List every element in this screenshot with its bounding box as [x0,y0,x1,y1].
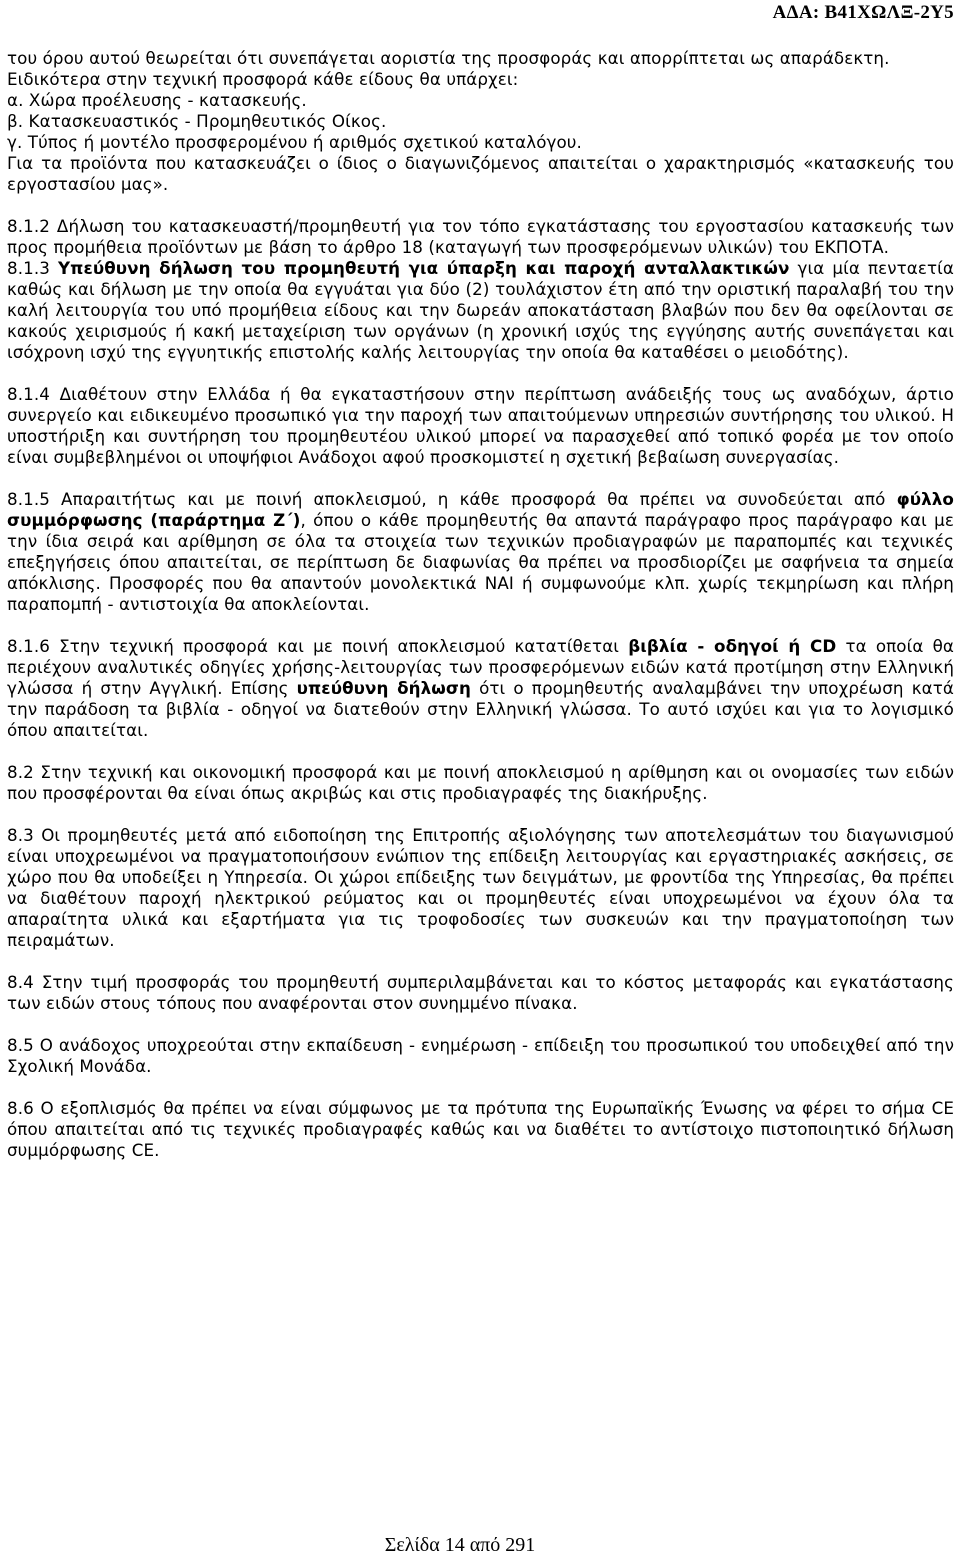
page-number: Σελίδα 14 από 291 [384,1534,536,1556]
paragraph-8-6: 8.6 Ο εξοπλισμός θα πρέπει να είναι σύμφωνος με τα πρότυπα της Ευρωπαϊκής Ένωσης να φέρει το σήμα CE όπου απαιτείται από τις τεχνικές προδιαγραφές καθώς και να διαθέτει το αντίστοιχο πιστοποιητικό δήλωση συμμόρφωσης CE. [7,1098,954,1160]
paragraph-8-1-2: 8.1.2 Δήλωση του κατασκευαστή/προμηθευτή για τον τόπο εγκατάστασης του εργοστασίου κατασκευής των προς προμήθεια προϊόντων με βάση το άρθρο 18 (καταγωγή των προσφερόμενων υλικών) του ΕΚΠΟΤΑ. [7,216,954,257]
ada-code: ΑΔΑ: Β41ΧΩΛΞ-2Υ5 [772,2,954,23]
paragraph-8-1-6: 8.1.6 Στην τεχνική προσφορά και με ποινή αποκλεισμού κατατίθεται βιβλία - οδηγοί ή CD τα οποία θα περιέχουν αναλυτικές οδηγίες χρήσης-λειτουργίας των προσφερόμενων ειδών κατά προτίμηση στην Ελληνική γλώσσα ή στην Αγγλική. Επίσης υπεύθυνη δήλωση ότι ο προμηθευτής αναλαμβάνει την υποχρέωση κατά την παράδοση τα βιβλία - οδηγοί να διατεθούν στην Ελληνική γλώσσα. Το αυτό ισχύει και για το λογισμικό όπου απαιτείται. [7,636,954,740]
paragraph-8-5: 8.5 Ο ανάδοχος υποχρεούται στην εκπαίδευση - ενημέρωση - επίδειξη του προσωπικού του υποδειχθεί από την Σχολική Μονάδα. [7,1035,954,1076]
paragraph-8-2: 8.2 Στην τεχνική και οικονομική προσφορά και με ποινή αποκλεισμού η αρίθμηση και οι ονομασίες των ειδών που προσφέρονται θα είναι όπως ακριβώς και στις προδιαγραφές της διακήρυξης. [7,762,954,803]
paragraph-8-1-4: 8.1.4 Διαθέτουν στην Ελλάδα ή θα εγκαταστήσουν στην περίπτωση ανάδειξής τους ως αναδόχων, άρτιο συνεργείο και ειδικευμένο προσωπικό για την παροχή των απαιτούμενων υπηρεσιών συντήρησης του υλικού. Η υποστήριξη και συντήρηση του προμηθευτέου υλικού μπορεί να παρασχεθεί από τοπικό φορέα με τον οποίο είναι συμβεβλημένοι οι υποψήφιοι Ανάδοχοι αφού προσκομιστεί η σχετική βεβαίωση συνεργασίας. [7,384,954,467]
paragraph-8-1-3: 8.1.3 Υπεύθυνη δήλωση του προμηθευτή για ύπαρξη και παροχή ανταλλακτικών για μία πενταετία καθώς και δήλωση με την οποία θα εγγυάται για δύο (2) τουλάχιστον έτη από την οριστική παραλαβή του την καλή λειτουργία του υπό προμήθεια είδους και την δωρεάν αποκατάσταση βλαβών που δεν θα οφείλονται σε κακούς χειρισμούς ή κακή μεταχείριση των οργάνων (η χρονική ισχύς της εγγύησης αυτής συνεπάγεται και ισόχρονη ισχύ της εγγυητικής επιστολής καλής λειτουργίας την οποία θα καταθέσει ο μειοδότης). [7,258,954,362]
paragraph-8-1-5: 8.1.5 Απαραιτήτως και με ποινή αποκλεισμού, η κάθε προσφορά θα πρέπει να συνοδεύεται από φύλλο συμμόρφωσης (παράρτημα Ζ΄), όπου ο κάθε προμηθευτής θα απαντά παράγραφο προς παράγραφο και με την ίδια σειρά και αρίθμηση σε όλα τα στοιχεία των τεχνικών προδιαγραφών με παραπομπές και τεχνικές επεξηγήσεις όπου απαιτείται, σε περίπτωση δε διαφωνίας θα πρέπει να προσδιορίζει με σαφήνεια τα σημεία απόκλισης. Προσφορές που θα απαντούν μονολεκτικά ΝΑΙ ή συμφωνούμε κλπ. χωρίς τεκμηρίωση και πλήρη παραπομπή - αντιστοιχία θα αποκλείονται. [7,489,954,614]
list-item-a: α. Χώρα προέλευσης - κατασκευής. [7,90,307,110]
paragraph-terms-continuation: του όρου αυτού θεωρείται ότι συνεπάγεται αοριστία της προσφοράς και απορρίπτεται ως απαράδεκτη. [7,48,890,68]
list-item-c: γ. Τύπος ή μοντέλο προσφερομένου ή αριθμός σχετικού καταλόγου. [7,132,582,152]
document-body [7,48,954,1161]
paragraph-8-4: 8.4 Στην τιμή προσφοράς του προμηθευτή συμπεριλαμβάνεται και το κόστος μεταφοράς και εγκατάστασης των ειδών στους τόπους που αναφέρονται στον συνημμένο πίνακα. [7,972,954,1013]
list-item-b: β. Κατασκευαστικός - Προμηθευτικός Οίκος. [7,111,387,131]
paragraph-tech-offer-intro: Ειδικότερα στην τεχνική προσφορά κάθε είδους θα υπάρχει: [7,69,519,89]
paragraph-own-products: Για τα προϊόντα που κατασκευάζει ο ίδιος ο διαγωνιζόμενος απαιτείται ο χαρακτηρισμός «κατασκευής του εργοστασίου μας». [7,153,954,194]
paragraph-8-3: 8.3 Οι προμηθευτές μετά από ειδοποίηση της Επιτροπής αξιολόγησης των αποτελεσμάτων του διαγωνισμού είναι υποχρεωμένοι να πραγματοποιήσουν ενώπιον της επίδειξη λειτουργίας και εργαστηριακές ασκήσεις, σε χώρο που θα υποδείξει η Υπηρεσία. Οι χώροι επίδειξης των δειγμάτων, με φροντίδα της Υπηρεσίας, θα πρέπει να διαθέτουν παροχή ηλεκτρικού ρεύματος και οι προμηθευτές είναι υποχρεωμένοι να έχουν όλα τα απαραίτητα υλικά και εξαρτήματα για τις τροφοδοσίες των συσκευών και την πραγματοποίηση των πειραμάτων. [7,825,954,950]
